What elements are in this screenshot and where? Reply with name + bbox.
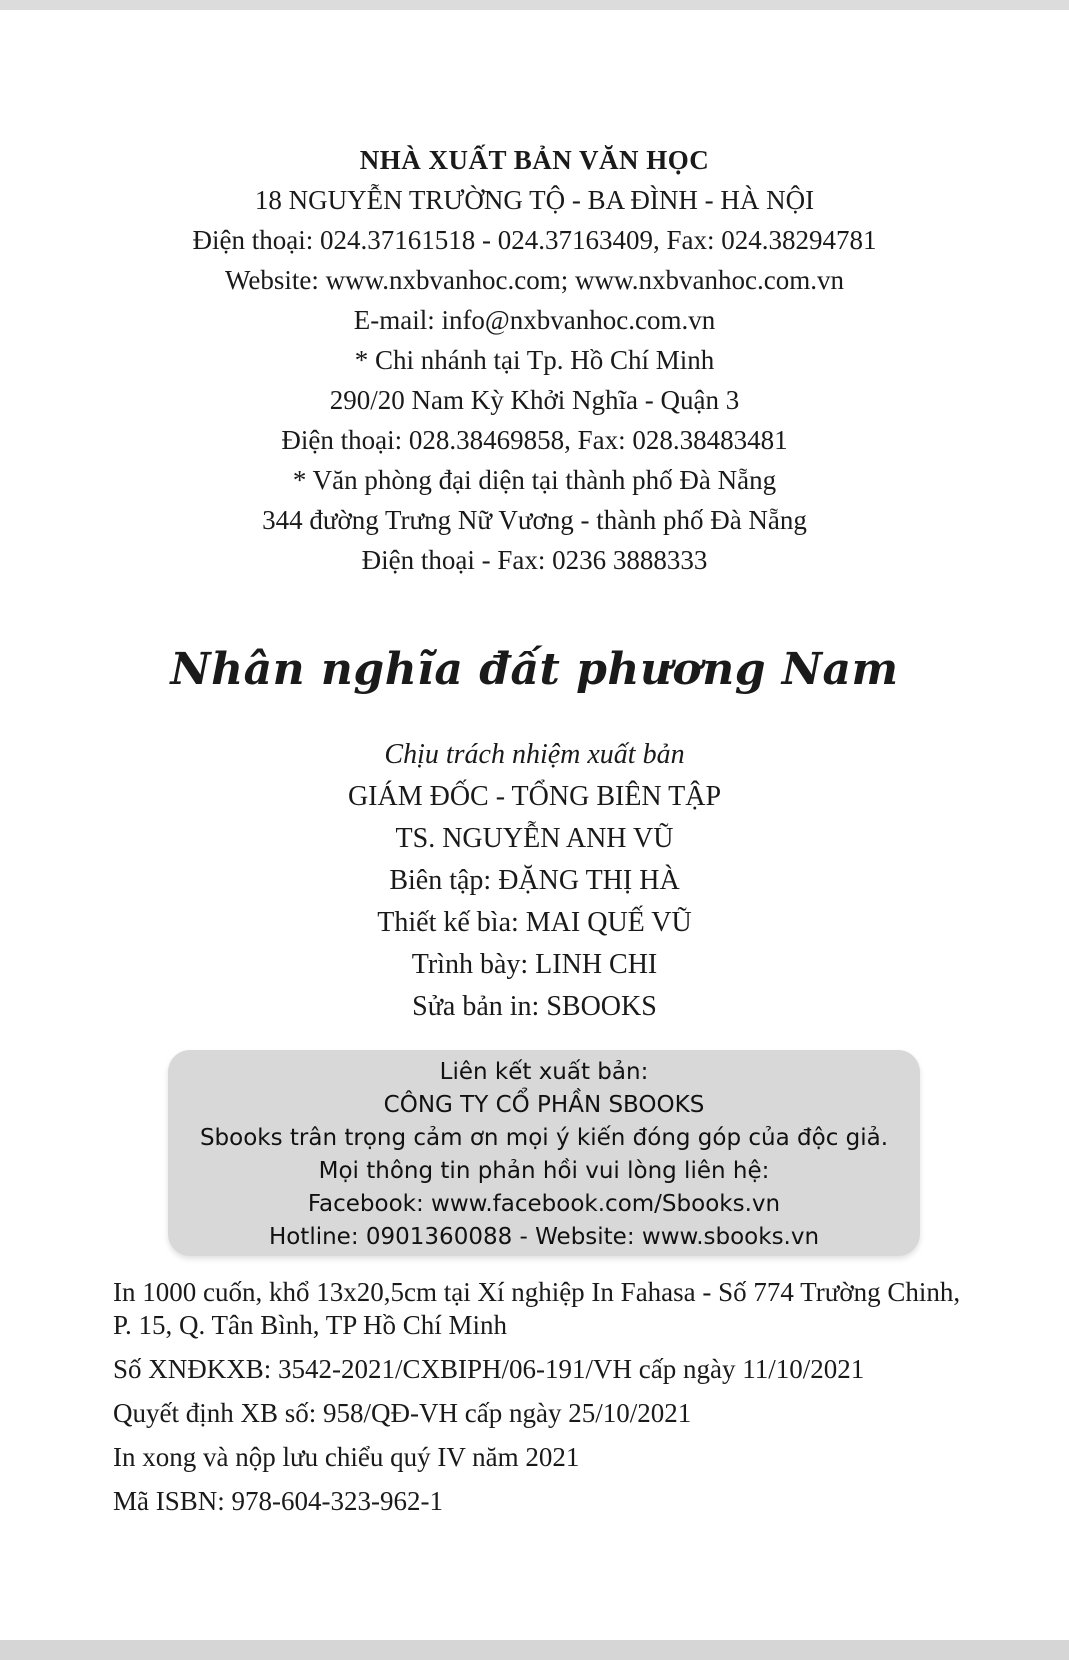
partner-company: CÔNG TY CỔ PHẦN SBOOKS (383, 1092, 705, 1118)
responsibility-label: Chịu trách nhiệm xuất bản (384, 739, 685, 770)
hcm-branch-address: 290/20 Nam Kỳ Khởi Nghĩa - Quận 3 (329, 385, 740, 415)
partner-label: Liên kết xuất bản: (439, 1059, 649, 1085)
danang-office-address: 344 đường Trưng Nữ Vương - thành phố Đà Nẵng (262, 505, 807, 535)
cover-design-credit: Thiết kế bìa: MAI QUẾ VŨ (377, 907, 692, 938)
legal-deposit: In xong và nộp lưu chiểu quý IV năm 2021 (113, 1442, 580, 1472)
imprint-block (113, 1276, 973, 1529)
book-title: Nhân nghĩa đất phương Nam (170, 644, 899, 695)
editor-credit: Biên tập: ĐẶNG THỊ HÀ (389, 865, 680, 896)
bottom-scan-edge (0, 1640, 1069, 1660)
publishing-decision: Quyết định XB số: 958/QĐ-VH cấp ngày 25/10/2021 (113, 1398, 692, 1428)
layout-credit: Trình bày: LINH CHI (411, 949, 658, 980)
proofreading-credit: Sửa bản in: SBOOKS (412, 991, 657, 1022)
hcm-branch-heading: * Chi nhánh tại Tp. Hồ Chí Minh (354, 345, 715, 375)
danang-office-heading: * Văn phòng đại diện tại thành phố Đà Nẵng (292, 465, 777, 495)
director-name: TS. NGUYỄN ANH VŨ (395, 823, 674, 854)
director-title: GIÁM ĐỐC - TỔNG BIÊN TẬP (347, 781, 722, 812)
partner-thanks: Sbooks trân trọng cảm ơn mọi ý kiến đóng góp của độc giả. (199, 1125, 889, 1151)
partner-info-box (168, 1050, 920, 1256)
isbn: Mã ISBN: 978-604-323-962-1 (113, 1486, 443, 1516)
print-run-info: In 1000 cuốn, khổ 13x20,5cm tại Xí nghiệp In Fahasa - Số 774 Trường Chinh, P. 15, Q. Tân Bình, TP Hồ Chí Minh (113, 1277, 961, 1340)
publisher-name: NHÀ XUẤT BẢN VĂN HỌC (359, 145, 710, 175)
publisher-block (0, 140, 1069, 580)
publisher-email: E-mail: info@nxbvanhoc.com.vn (353, 305, 716, 335)
partner-hotline-website: Hotline: 0901360088 - Website: www.sbooks.vn (268, 1224, 820, 1250)
publisher-phone: Điện thoại: 024.37161518 - 024.37163409, Fax: 024.38294781 (192, 225, 877, 255)
publisher-website: Website: www.nxbvanhoc.com; www.nxbvanhoc.com.vn (225, 265, 844, 295)
partner-facebook: Facebook: www.facebook.com/Sbooks.vn (307, 1191, 781, 1217)
publisher-address: 18 NGUYỄN TRƯỜNG TỘ - BA ĐÌNH - HÀ NỘI (254, 185, 815, 215)
credits-block (0, 734, 1069, 1028)
partner-contact-intro: Mọi thông tin phản hồi vui lòng liên hệ: (318, 1158, 770, 1184)
top-scan-edge (0, 0, 1069, 10)
hcm-branch-phone: Điện thoại: 028.38469858, Fax: 028.38483481 (281, 425, 788, 455)
danang-office-phone: Điện thoại - Fax: 0236 3888333 (361, 545, 708, 575)
registration-number: Số XNĐKXB: 3542-2021/CXBIPH/06-191/VH cấp ngày 11/10/2021 (113, 1354, 865, 1384)
